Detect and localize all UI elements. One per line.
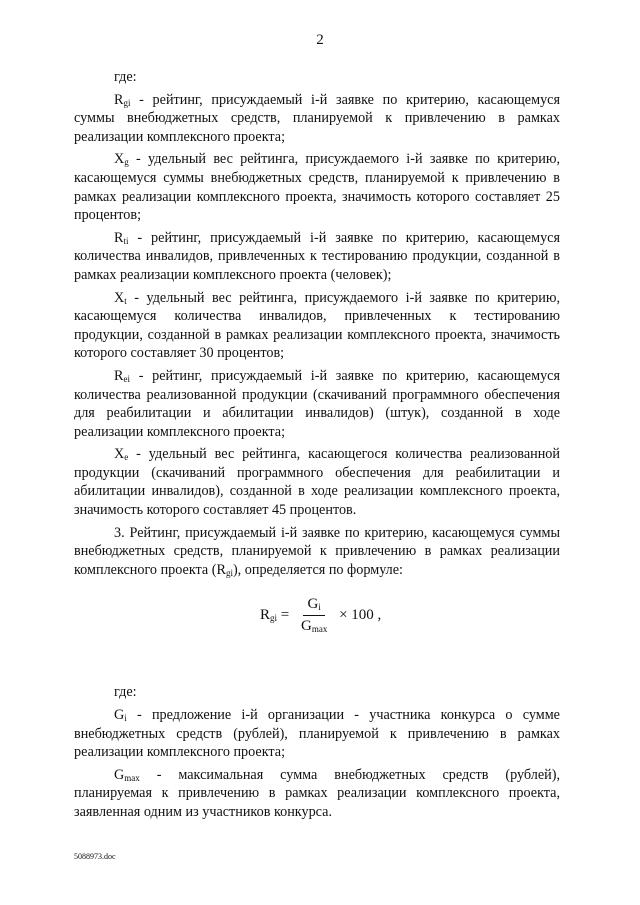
formula-numerator: $G_i$ [303,595,324,616]
formula-fraction [297,595,331,635]
footer-filename: 5088973.doc [74,852,116,861]
page-number: 2 [316,32,324,48]
formula-multiplier: × 100 , [335,607,382,624]
formula-denominator: $G_{max}$ [301,618,328,635]
formula [74,595,560,657]
definition-rgi: $R_{gi}$ - рейтинг, присуждаемый i-й заявке по критерию, касающемуся суммы внебюджетных средств, планируемой к привлечению в рамках реализации комплексного проекта; [74,91,560,145]
where-label: где: [114,69,137,85]
definition-xt: $X_t$ - удельный вес рейтинга, присуждаемого i-й заявке по критерию, касающемуся количества инвалидов, привлеченных к тестированию продукции, созданной в рамках реализации комплексного проекта, значимость которого составляет 30 процентов; [74,289,560,362]
definition-rei: $R_{ei}$ - рейтинг, присуждаемый i-й заявке по критерию, касающемуся количества реализованной продукции (скачиваний программного обеспечения для реабилитации и абилитации инвалидов) (штук), созданной в ходе реализации комплексного проекта; [74,367,560,440]
definition-gmax: $G_{max}$ - максимальная сумма внебюджетных средств (рублей), планируемая к привлечению в рамках реализации комплексного проекта, заявленная одним из участников конкурса. [74,766,560,820]
definition-xe: $X_e$ - удельный вес рейтинга, касающегося количества реализованной продукции (скачиваний программного обеспечения для реабилитации и абилитации инвалидов), созданной в ходе реализации комплексного проекта, значимость которого составляет 45 процентов. [74,446,560,519]
definition-gi: $G_i$ - предложение i-й организации - участника конкурса о сумме внебюджетных средств (рублей), планируемой к привлечению в рамках реализации комплексного проекта; [74,707,560,761]
formula-lhs: $R_{gi}$ [260,607,278,624]
clause-3: 3. Рейтинг, присуждаемый i-й заявке по критерию, касающемуся суммы внебюджетных средств, планируемой к привлечению в рамках реализации комплексного проекта $(R_{gi})$, определяется по формуле: [74,524,560,578]
document-body [74,68,560,826]
definition-rti: $R_{ti}$ - рейтинг, присуждаемый i-й заявке по критерию, касающемуся количества инвалидов, привлеченных к тестированию продукции, созданной в рамках реализации комплексного проекта (человек); [74,229,560,283]
formula-equals: = [277,607,293,624]
definition-xg: $X_g$ - удельный вес рейтинга, присуждаемого i-й заявке по критерию, касающемуся суммы внебюджетных средств, планируемой к привлечению в рамках реализации комплексного проекта, значимость которого составляет 25 процентов; [74,151,560,224]
where-label-2: где: [114,684,137,701]
